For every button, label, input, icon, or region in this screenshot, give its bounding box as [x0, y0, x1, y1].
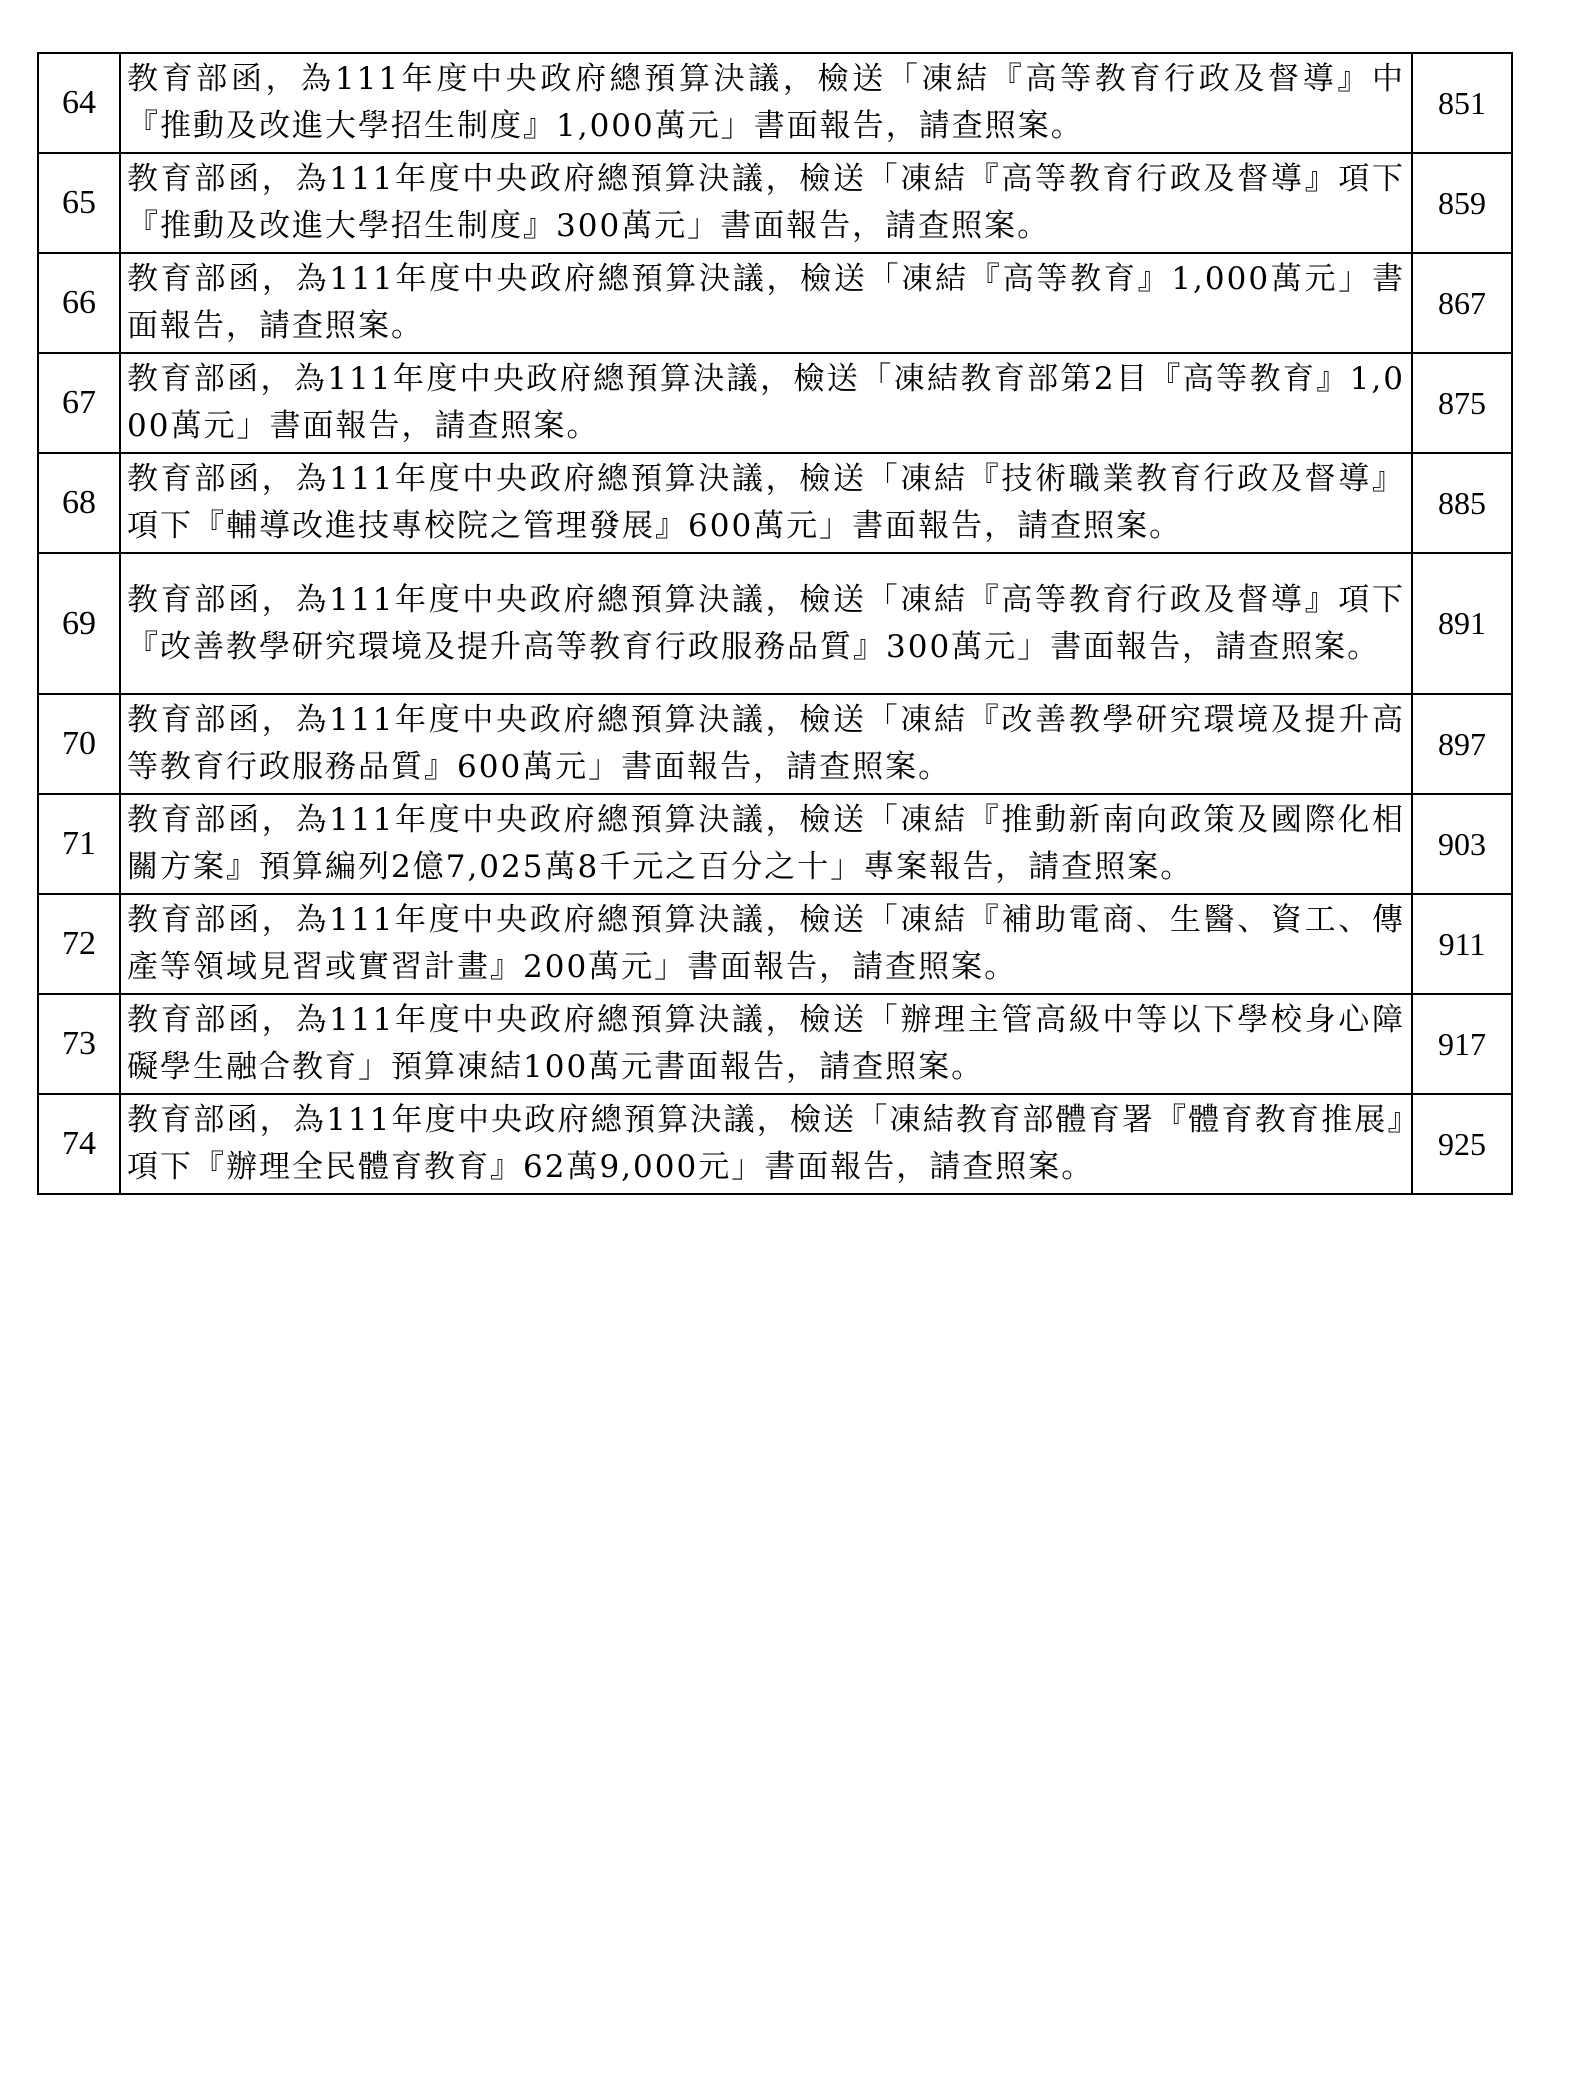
item-description: 教育部函，為111年度中央政府總預算決議，檢送「凍結『高等教育行政及督導』項下『推動及改進大學招生制度』300萬元」書面報告，請查照案。 [120, 153, 1412, 253]
item-number: 70 [38, 694, 120, 794]
table-row [38, 153, 1512, 253]
page-number: 859 [1412, 153, 1512, 253]
item-number: 64 [38, 53, 120, 153]
table-row [38, 1094, 1512, 1194]
item-number: 67 [38, 353, 120, 453]
item-description: 教育部函，為111年度中央政府總預算決議，檢送「凍結『高等教育行政及督導』項下『改善教學研究環境及提升高等教育行政服務品質』300萬元」書面報告，請查照案。 [120, 553, 1412, 694]
item-number: 71 [38, 794, 120, 894]
table-row [38, 553, 1512, 694]
item-number: 74 [38, 1094, 120, 1194]
item-description: 教育部函，為111年度中央政府總預算決議，檢送「凍結『改善教學研究環境及提升高等教育行政服務品質』600萬元」書面報告，請查照案。 [120, 694, 1412, 794]
item-description: 教育部函，為111年度中央政府總預算決議，檢送「凍結『補助電商、生醫、資工、傳產等領域見習或實習計畫』200萬元」書面報告，請查照案。 [120, 894, 1412, 994]
table-row [38, 453, 1512, 553]
page-number: 875 [1412, 353, 1512, 453]
page-number: 925 [1412, 1094, 1512, 1194]
item-number: 68 [38, 453, 120, 553]
table-row [38, 794, 1512, 894]
item-number: 73 [38, 994, 120, 1094]
table-row [38, 53, 1512, 153]
item-number: 69 [38, 553, 120, 694]
table-row [38, 894, 1512, 994]
page-number: 867 [1412, 253, 1512, 353]
page-number: 851 [1412, 53, 1512, 153]
item-description: 教育部函，為111年度中央政府總預算決議，檢送「凍結『推動新南向政策及國際化相關方案』預算編列2億7,025萬8千元之百分之十」專案報告，請查照案。 [120, 794, 1412, 894]
page-number: 911 [1412, 894, 1512, 994]
item-number: 66 [38, 253, 120, 353]
page-number: 917 [1412, 994, 1512, 1094]
item-description: 教育部函，為111年度中央政府總預算決議，檢送「凍結教育部第2目『高等教育』1,000萬元」書面報告，請查照案。 [120, 353, 1412, 453]
page-number: 897 [1412, 694, 1512, 794]
page-number: 885 [1412, 453, 1512, 553]
table-row [38, 994, 1512, 1094]
item-number: 72 [38, 894, 120, 994]
agenda-table [37, 52, 1513, 1195]
table-row [38, 253, 1512, 353]
table-row [38, 694, 1512, 794]
item-description: 教育部函，為111年度中央政府總預算決議，檢送「凍結『高等教育行政及督導』中『推動及改進大學招生制度』1,000萬元」書面報告，請查照案。 [120, 53, 1412, 153]
item-description: 教育部函，為111年度中央政府總預算決議，檢送「凍結『高等教育』1,000萬元」書面報告，請查照案。 [120, 253, 1412, 353]
page-number: 903 [1412, 794, 1512, 894]
item-description: 教育部函，為111年度中央政府總預算決議，檢送「辦理主管高級中等以下學校身心障礙學生融合教育」預算凍結100萬元書面報告，請查照案。 [120, 994, 1412, 1094]
page-number: 891 [1412, 553, 1512, 694]
item-number: 65 [38, 153, 120, 253]
item-description: 教育部函，為111年度中央政府總預算決議，檢送「凍結教育部體育署『體育教育推展』項下『辦理全民體育教育』62萬9,000元」書面報告，請查照案。 [120, 1094, 1412, 1194]
item-description: 教育部函，為111年度中央政府總預算決議，檢送「凍結『技術職業教育行政及督導』項下『輔導改進技專校院之管理發展』600萬元」書面報告，請查照案。 [120, 453, 1412, 553]
table-row [38, 353, 1512, 453]
